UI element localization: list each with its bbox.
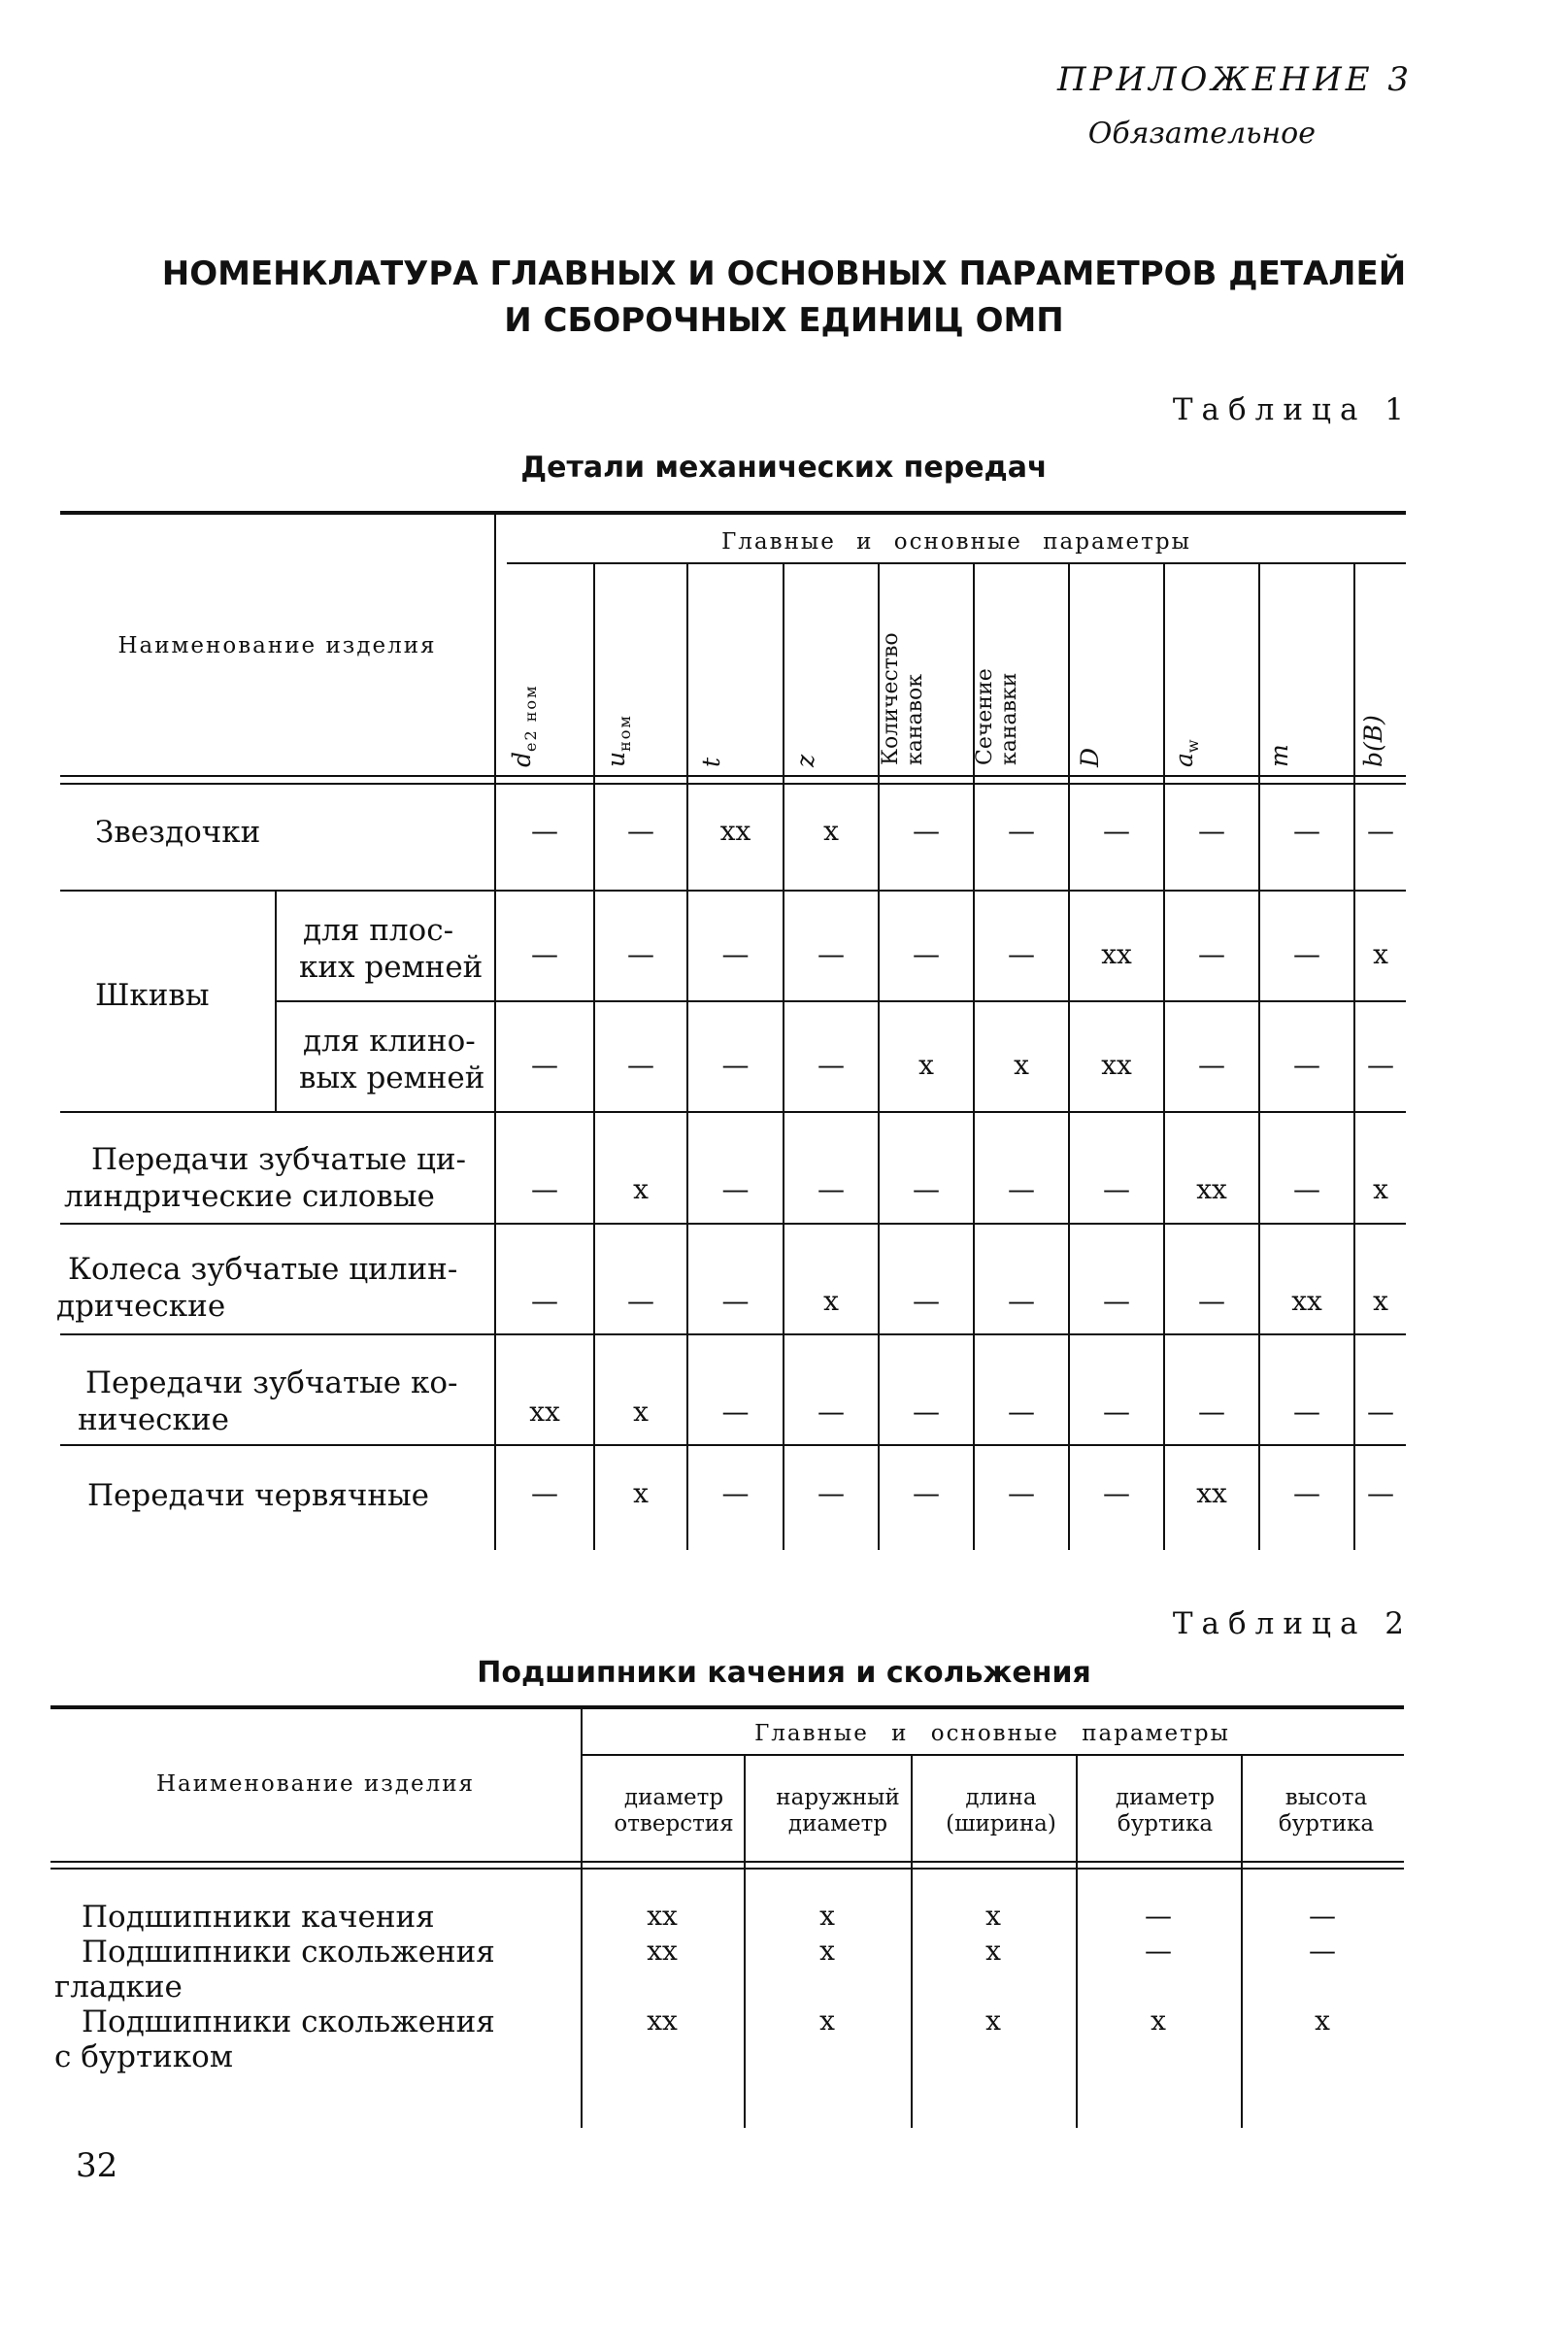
table1-cell: — — [1293, 1049, 1320, 1081]
table1-cell: — — [1367, 815, 1394, 847]
table1-cell: — — [1008, 1173, 1035, 1205]
appendix-note: Обязательное — [1087, 117, 1316, 151]
row-name-flat-belt-pulleys: для плос- ких ремней — [299, 913, 484, 985]
table1-cell: — — [721, 938, 750, 970]
table1-name-divider — [494, 513, 496, 1550]
table1-cell: — — [1103, 1396, 1130, 1428]
row-name-bevel-gears: Передачи зубчатые ко- нические — [78, 1365, 458, 1437]
table2-cell: — — [1309, 1900, 1336, 1932]
table1-row-rule — [60, 1111, 1406, 1113]
table1-cell: — — [721, 1285, 750, 1317]
table1-cell: — — [627, 1285, 654, 1317]
table1-cell: — — [627, 1049, 654, 1081]
table2-cell: х — [819, 2005, 835, 2037]
table1-cell: — — [817, 1173, 845, 1205]
table1-cell: х — [1014, 1049, 1029, 1081]
t2-row-name-rolling: Подшипники качения — [82, 1900, 435, 1935]
table1-cell: — — [721, 1477, 750, 1509]
t2-row-name-plain: Подшипники скольжения гладкие — [54, 1935, 495, 2005]
table1-cell: — — [1008, 1396, 1035, 1428]
col-header-z: z — [791, 754, 819, 767]
table1-cell: х — [918, 1049, 934, 1081]
table1-cell: — — [817, 1477, 845, 1509]
table1-cell: х — [633, 1173, 649, 1205]
table2-cell: х — [819, 1935, 835, 1967]
table1-cell: х — [633, 1477, 649, 1509]
table1-cell: — — [1198, 1049, 1225, 1081]
table2-cell: х — [985, 2005, 1001, 2037]
table1-cell: х — [823, 1285, 839, 1317]
table2-cell: х — [1151, 2005, 1166, 2037]
row-name-sprockets: Звездочки — [95, 815, 261, 850]
page-number: 32 — [76, 2146, 118, 2185]
table1-cell: — — [1008, 938, 1035, 970]
table1-cell: — — [721, 1396, 750, 1428]
table2-top-rule — [50, 1705, 1404, 1709]
col-header-D: D — [1076, 747, 1104, 767]
col-header-u: $u_{ном}$ — [602, 714, 634, 767]
table1-row-rule — [60, 1444, 1406, 1446]
col-header-aw: $a_w$ — [1170, 737, 1202, 767]
page-title — [0, 251, 1568, 344]
table1-cell: — — [721, 1173, 750, 1205]
table1-cell: — — [1008, 1477, 1035, 1509]
table1-row-rule — [60, 890, 1406, 892]
table1-cell: — — [1367, 1049, 1394, 1081]
row-name-cylindrical-gears: Передачи зубчатые ци- линдрические силовые — [64, 1142, 467, 1214]
table1-cell: — — [1198, 938, 1225, 970]
table1-header-rule-1 — [60, 775, 1406, 777]
t2-col-bore-diameter: диаметр отверстия — [614, 1785, 734, 1836]
table1-header-rule-2 — [60, 783, 1406, 785]
table2-cell: — — [1145, 1935, 1172, 1967]
table1-cell: — — [721, 1049, 750, 1081]
table1-cell: — — [913, 1396, 940, 1428]
table1-cell: х — [633, 1396, 649, 1428]
table1-cell: — — [531, 1477, 558, 1509]
table1-cell: — — [531, 938, 558, 970]
table1-cell: — — [531, 1285, 558, 1317]
table2-label: Таблица 2 — [1172, 1606, 1413, 1641]
table1-cell: — — [817, 1396, 845, 1428]
table1-cell: — — [1293, 1396, 1320, 1428]
table1-cell: — — [1198, 1285, 1225, 1317]
t2-col-length: длина (ширина) — [946, 1785, 1056, 1836]
table1-cell: — — [913, 815, 940, 847]
table1-cell: — — [913, 1173, 940, 1205]
table2-caption: Подшипники качения и скольжения — [477, 1656, 1091, 1690]
row-name-v-belt-pulleys: для клино- вых ремней — [299, 1024, 485, 1095]
table1-cell: — — [1103, 1285, 1130, 1317]
table1-cell: — — [1293, 1173, 1320, 1205]
title-line-1: НОМЕНКЛАТУРА ГЛАВНЫХ И ОСНОВНЫХ ПАРАМЕТРОВ ДЕТАЛЕЙ — [161, 254, 1407, 293]
table1-cell: хх — [1196, 1477, 1227, 1509]
table1-cell: — — [1008, 1285, 1035, 1317]
table2-cell: х — [1315, 2005, 1330, 2037]
table2-cell: х — [819, 1900, 835, 1932]
col-header-m: m — [1265, 744, 1293, 767]
table2-cell: — — [1309, 1935, 1336, 1967]
table1-cell: — — [913, 1477, 940, 1509]
table2-cell: хх — [647, 2005, 678, 2037]
table1-name-header: Наименование изделия — [117, 633, 437, 658]
table1-params-rule — [507, 562, 1406, 564]
table1-params-header: Главные и основные параметры — [721, 529, 1191, 555]
table1-cell: — — [1103, 1173, 1130, 1205]
table1-cell: — — [1367, 1396, 1394, 1428]
table1-cell: — — [1293, 1477, 1320, 1509]
table1-cell: — — [1103, 1477, 1130, 1509]
col-header-b: b(B) — [1359, 715, 1387, 767]
group-name-pulleys: Шкивы — [95, 978, 210, 1013]
row-name-cylindrical-wheels: Колеса зубчатые цилин- дрические — [56, 1252, 458, 1324]
t2-col-flange-height: высота буртика — [1278, 1785, 1375, 1836]
table2-cell: х — [985, 1900, 1001, 1932]
t2-row-name-flanged: Подшипники скольжения с буртиком — [54, 2005, 495, 2074]
table2-cell: хх — [647, 1900, 678, 1932]
table1-cell: — — [531, 1173, 558, 1205]
table1-cell: — — [1367, 1477, 1394, 1509]
table1-cell: — — [913, 938, 940, 970]
table1-cell: — — [1103, 815, 1130, 847]
table1-cell: — — [1008, 815, 1035, 847]
table1-group-rule — [275, 1000, 1406, 1002]
table1-cell: — — [627, 815, 654, 847]
table1-cell: хх — [1101, 938, 1132, 970]
t2-col-flange-diameter: диаметр буртика — [1115, 1785, 1216, 1836]
table1-cell: — — [627, 938, 654, 970]
table2-cell: — — [1145, 1900, 1172, 1932]
table1-cell: — — [817, 1049, 845, 1081]
table2-header-rule-1 — [50, 1861, 1404, 1863]
table2-params-header: Главные и основные параметры — [754, 1721, 1230, 1746]
col-header-groove-section: Сечение канавки — [973, 668, 1021, 765]
table1-cell: хх — [719, 815, 751, 847]
table1-cell: хх — [1101, 1049, 1132, 1081]
table1-top-rule — [60, 511, 1406, 515]
table1-cell: — — [531, 1049, 558, 1081]
table2-name-header: Наименование изделия — [155, 1771, 476, 1797]
table2-params-rule — [581, 1754, 1404, 1756]
table1-row-rule — [60, 1223, 1406, 1225]
col-header-t: t — [697, 757, 725, 767]
table1-cell: — — [1293, 815, 1320, 847]
table1-cell: — — [913, 1285, 940, 1317]
title-line-2: И СБОРОЧНЫХ ЕДИНИЦ ОМП — [504, 301, 1064, 340]
table1-group-divider — [275, 890, 277, 1111]
table1-label: Таблица 1 — [1172, 392, 1413, 427]
table1-cell: хх — [529, 1396, 560, 1428]
table1-cell: — — [1198, 815, 1225, 847]
table2-cell: х — [985, 1935, 1001, 1967]
t2-col-outer-diameter: наружный диаметр — [776, 1785, 900, 1836]
table1-cell: — — [1198, 1396, 1225, 1428]
table1-cell: х — [1373, 1285, 1388, 1317]
table2-cell: хх — [647, 1935, 678, 1967]
appendix-label: ПРИЛОЖЕНИЕ 3 — [1056, 60, 1413, 99]
table1-cell: х — [1373, 938, 1388, 970]
col-header-groove-count: Количество канавок — [879, 632, 927, 765]
col-header-d: $d_{e2 ном}$ — [508, 684, 540, 767]
table1-cell: — — [531, 815, 558, 847]
table1-row-rule — [60, 1333, 1406, 1335]
table1-cell: хх — [1196, 1173, 1227, 1205]
table1-caption: Детали механических передач — [520, 451, 1048, 485]
row-name-worm-gears: Передачи червячные — [87, 1478, 430, 1513]
table1-cell: хх — [1291, 1285, 1322, 1317]
table1-cell: х — [1373, 1173, 1388, 1205]
table1-cell: — — [817, 938, 845, 970]
table2-header-rule-2 — [50, 1868, 1404, 1870]
table1-cell: — — [1293, 938, 1320, 970]
table1-cell: х — [823, 815, 839, 847]
